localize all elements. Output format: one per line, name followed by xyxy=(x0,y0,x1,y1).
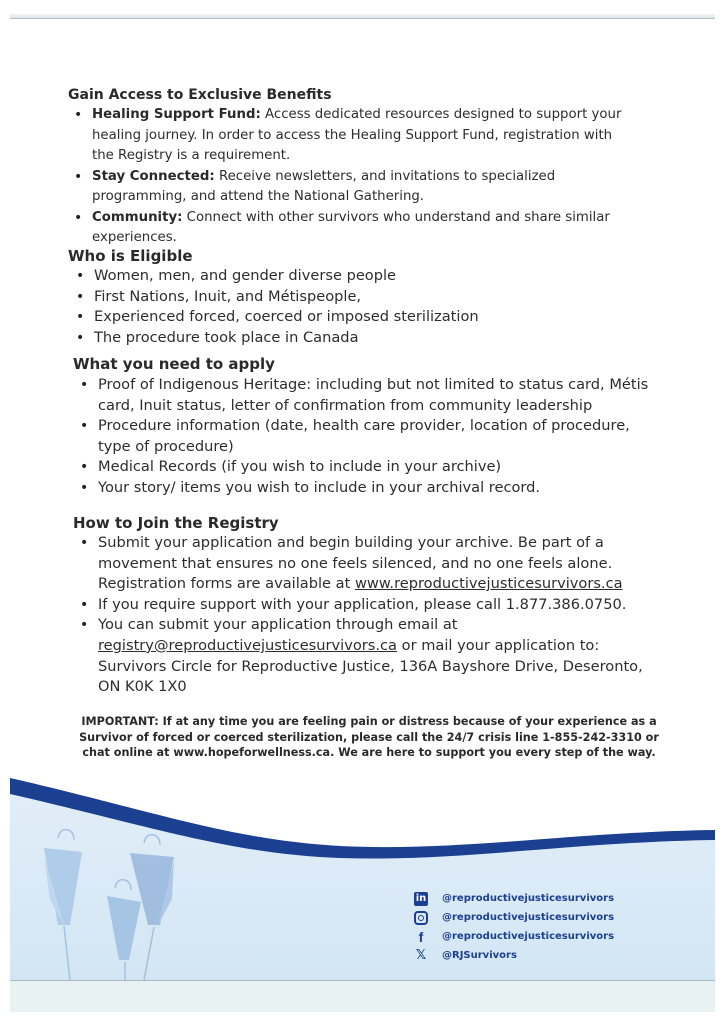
benefits-heading: Gain Access to Exclusive Benefits xyxy=(68,87,332,103)
email-link[interactable]: registry@reproductivejusticesurvivors.ca xyxy=(98,636,397,654)
list-item: • Procedure information (date, health care provider, location of procedure, type of procedure) xyxy=(74,416,654,457)
list-item: • Proof of Indigenous Heritage: including but not limited to status card, Métis card, Inuit status, letter of confirmation from community leadership xyxy=(74,375,654,416)
list-item: • The procedure took place in Canada xyxy=(70,328,630,349)
list-item: • You can submit your application through email at registry@reproductivejusticesurvivors.ca or mail your application to: Survivors Circle for Reproductive Justice, 136A Bayshore Drive, Deseronto, ON K0K 1X0 xyxy=(74,615,654,697)
list-item: • Experienced forced, coerced or imposed sterilization xyxy=(70,307,630,328)
join-list xyxy=(74,533,654,698)
social-handle[interactable]: @reproductivejusticesurvivors xyxy=(442,931,615,942)
social-instagram[interactable] xyxy=(414,908,614,927)
social-handle[interactable]: @reproductivejusticesurvivors xyxy=(442,893,615,904)
list-item: • Women, men, and gender diverse people xyxy=(70,266,630,287)
top-divider xyxy=(10,14,715,19)
list-item: • If you require support with your application, please call 1.877.386.0750. xyxy=(74,595,654,616)
list-item: • Submit your application and begin building your archive. Be part of a movement that ensures no one feels silenced, and no one feels alone. Registration forms are available at www.reproductivejusticesurvivors.ca xyxy=(74,533,654,595)
social-linkedin[interactable] xyxy=(414,889,614,908)
apply-heading: What you need to apply xyxy=(73,355,275,373)
eligible-heading: Who is Eligible xyxy=(68,247,193,265)
join-heading: How to Join the Registry xyxy=(73,514,279,532)
apply-list xyxy=(74,375,654,499)
instagram-icon xyxy=(414,911,428,925)
list-item: • Community: Connect with other survivors who understand and share similar experiences. xyxy=(68,208,628,249)
website-link[interactable]: www.reproductivejusticesurvivors.ca xyxy=(354,575,623,593)
social-links xyxy=(414,889,614,965)
list-item: • Stay Connected: Receive newsletters, and invitations to specialized programming, and attend the National Gathering. xyxy=(68,167,628,208)
list-item: • Your story/ items you wish to include in your archival record. xyxy=(74,478,654,499)
facebook-icon: f xyxy=(418,928,424,945)
eligible-list xyxy=(70,266,630,348)
social-handle[interactable]: @reproductivejusticesurvivors xyxy=(442,912,615,923)
linkedin-icon: in xyxy=(415,893,427,904)
social-handle[interactable]: @RJSurvivors xyxy=(442,950,517,961)
important-notice: IMPORTANT: If at any time you are feeling pain or distress because of your experience as a Survivor of forced or coerced sterilization, please call the 24/7 crisis line 1-855-242-3310 or chat online at www.hopeforwellness.ca. We are here to support you every step of the way. xyxy=(79,715,659,759)
benefits-list xyxy=(68,105,628,249)
list-item: • Healing Support Fund: Access dedicated resources designed to support your healing journey. In order to access the Healing Support Fund, registration with the Registry is a requirement. xyxy=(68,105,628,167)
list-item: • First Nations, Inuit, and Métispeople, xyxy=(70,287,630,308)
social-facebook[interactable] xyxy=(414,927,614,946)
social-x[interactable] xyxy=(414,946,614,965)
list-item: • Medical Records (if you wish to include in your archive) xyxy=(74,457,654,478)
x-icon: 𝕏 xyxy=(415,948,427,963)
